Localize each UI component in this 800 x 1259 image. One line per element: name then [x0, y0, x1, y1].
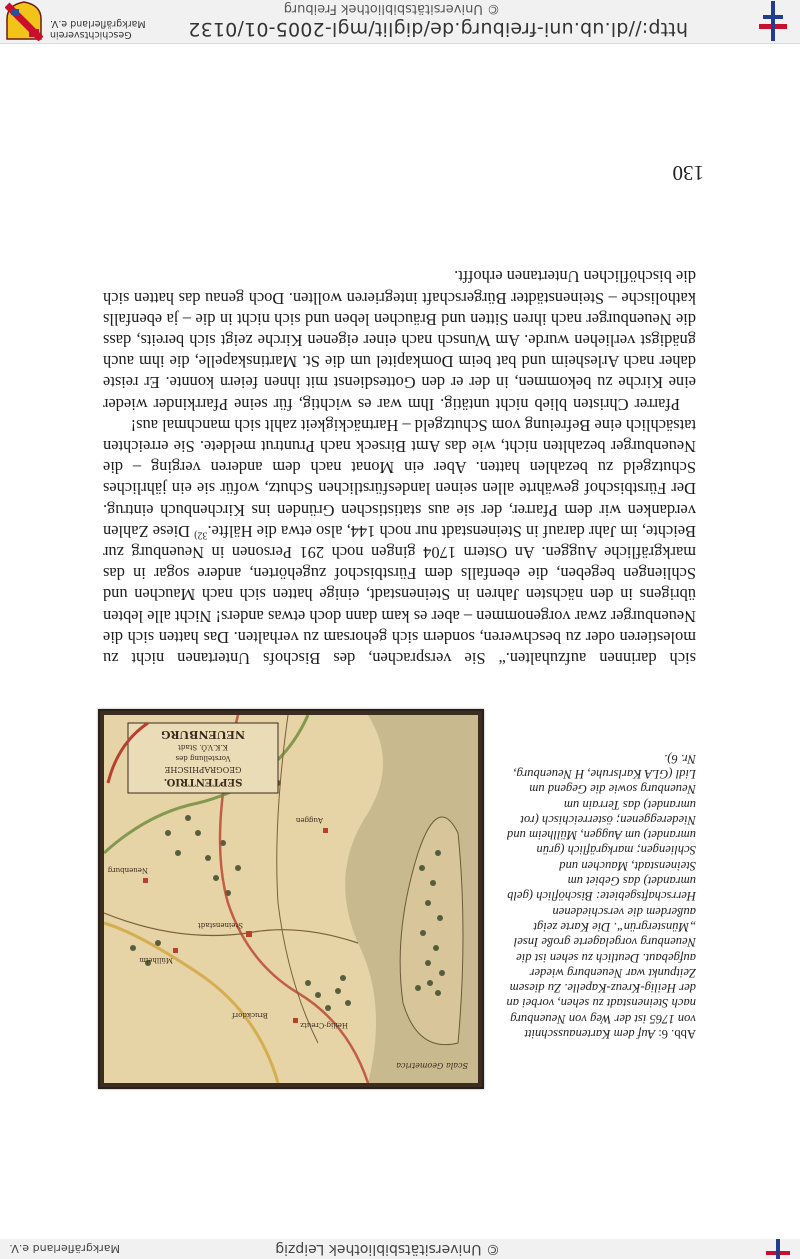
caption-text: Auf dem Kartenausschnitt von 1765 ist der Weg von Neuenburg nach Steinenstadt zu sehen, vorbei an der Heilig-Kreuz-Kapelle. Zu diesem Zeitpunkt war Neuenburg wieder aufgebaut. Deutlich zu sehen ist die Neuenburg vorgelagerte große Insel „Münstergrün“. Die Karte zeigt außerdem die verschiedenen Herrschaftsgebiete: Bischöflich (gelb umrandet) das Gebiet um Steinenstadt, Mauchen und Schliengen; markgräflich (grün umrandet) um Auggen, Müllheim und Niedereggenen; österreichisch (rot umrandet) das Terrain um Neuenburg sowie die Gegend um Lidl — [506, 766, 696, 1041]
map-image — [104, 715, 478, 1083]
paragraph-1-text: sich darinnen aufzuhalten.“ Sie versprachen, des Bischofs Untertanen nicht zu molestieren oder zu beschweren, sondern sich gehorsam zu verhalten. Das hatten sich die Neuenburger zwar vorgenommen – aber es kam dann doch etwas anders! Nicht alle lebten übrigens in den nächsten Jahren in Steinenstadt, einige hatten sich nach Mauchen und Schliengen begeben, die ebenfalls dem Fürstbischof zugehörten, andere sogar in das markgräfliche Auggen. An Ostern 1704 gingen noch 291 Personen in Neuenburg zur Beichte, im Jahr darauf in Steinenstadt nur noch 144, also etwa die Hälfte. — [103, 521, 696, 668]
paragraph-1 — [103, 415, 696, 669]
header-copyright: © Universitätsbibliothek Leipzig — [275, 1241, 500, 1257]
header-bar — [0, 1239, 800, 1259]
map-title-line-1: SEPTENTRIO. — [163, 776, 243, 787]
caption-label: Abb. 6: — [658, 1027, 696, 1041]
map-label-bruckdorf: Bruckdorf — [232, 1011, 268, 1019]
map-label-heiligkreuz: Heilig-Creutz — [300, 1021, 348, 1029]
footnote-marker: 32) — [194, 529, 208, 541]
header-society: Markgräflerland e.V. — [9, 1242, 120, 1255]
coat-of-arms-icon — [5, 1, 43, 41]
map-scale-label: Scala Geometrica — [396, 1061, 468, 1070]
university-logo-icon — [756, 0, 790, 43]
map-title-line-3: Vorstellung des — [175, 754, 231, 762]
map-label-auggen: Auggen — [295, 816, 323, 824]
body-text — [103, 266, 696, 669]
university-logo-icon-bottom — [764, 1239, 792, 1259]
map-title-line-2: GEOGRAPHISCHE — [164, 765, 242, 774]
map-title-line-4: K.K.V.Ö. Stadt — [178, 743, 228, 751]
page-number: 130 — [672, 161, 704, 185]
paragraph-1-continued: Diese Zahlen verdanken wir dem Pfarrer, der sie aus statistischen Gründen ins Kirchenbuch eintrug. Der Fürstbischof gewährte allen seinen landesfürstlichen Schutz, wofür sie ein jährliches Schutzgeld zu bezahlen hatten. Aber ein Monat nach dem anderen verging – die Neuenburger bezahlten nicht, wie das Amt Birseck nach Pruntrut meldete. Sie erreichten tatsächlich eine Befreiung vom Schutzgeld – Hartnäckigkeit zahlt sich manchmal aus! — [103, 415, 696, 541]
figure-caption — [506, 750, 696, 1041]
paragraph-2: Pfarrer Christen blieb nicht untätig. Ihm war es wichtig, für seine Pfarrkinder wieder eine Kirche zu bekommen, in der er den Gottesdienst mit ihnen feiern konnte. Er reiste daher nach Arlesheim und bat beim Domkapitel um die St. Martinskapelle, die ihm auch gnädigst verliehen wurde. Am Wunsch nach einer eigenen Kirche zeigt sich bereits, dass die Neuenburger nach ihren Sitten und Bräuchen leben und sich nicht in die – ja ebenfalls katholische – Steinenstädter Bürgerschaft integrieren wollten. Doch genau das hatten sich die bischöflichen Untertanen erhofft. — [103, 267, 696, 414]
map-label-neuenburg: Neuenburg — [107, 866, 148, 874]
map-title-line-5: NEUENBURG — [161, 728, 245, 741]
historic-map-figure — [98, 709, 484, 1089]
digital-library-url[interactable]: http://dl.ub.uni-freiburg.de/diglit/mgl-2005-01/0132 — [188, 18, 688, 40]
society-name — [50, 18, 150, 40]
map-label-steinenstadt: Steinenstadt — [197, 921, 243, 929]
map-label-muellheim: Müllheim — [139, 956, 173, 964]
caption-source: (GLA Karlsruhe, H Neuenburg, Nr. 6). — [513, 751, 696, 781]
society-line-1: Geschichtsverein — [50, 29, 132, 40]
footer-bar — [0, 0, 800, 44]
copyright-notice: © Universitätsbibliothek Freiburg — [283, 1, 500, 16]
society-line-2: Markgräflerland e.V. — [50, 18, 146, 29]
